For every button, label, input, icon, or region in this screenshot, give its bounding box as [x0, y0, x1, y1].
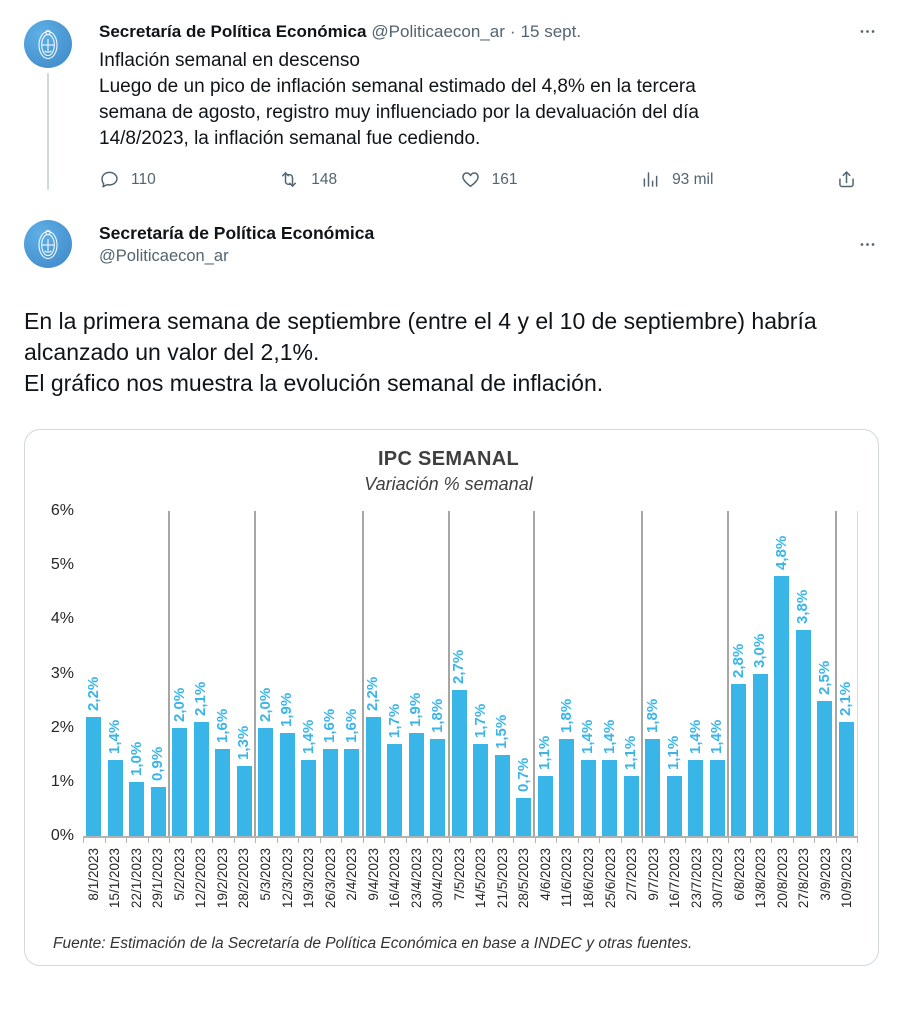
date-slot — [105, 843, 127, 929]
bar-slot — [664, 511, 686, 836]
bar — [108, 760, 123, 836]
tweet-2-line-2: El gráfico nos muestra la evolución semanal de inflación. — [24, 370, 604, 396]
bar-value-label: 1,4% — [299, 719, 317, 755]
bar — [366, 717, 381, 836]
bar-slot — [384, 511, 406, 836]
date-slot — [320, 843, 342, 929]
date-slot — [578, 843, 600, 929]
date-slot — [83, 843, 105, 929]
heart-icon — [460, 169, 481, 190]
x-tick-label: 30/4/2023 — [430, 848, 446, 909]
y-tick-label: 1% — [50, 772, 74, 790]
bar-value-label: 1,5% — [493, 714, 511, 749]
bar-slot — [169, 511, 191, 836]
bar — [194, 722, 209, 836]
retweet-button[interactable] — [278, 169, 337, 190]
date-slot — [535, 843, 557, 929]
bar-slot — [814, 511, 836, 836]
bar — [473, 744, 488, 836]
thread-connector-line — [47, 73, 49, 190]
bar — [839, 722, 854, 836]
chart-title: IPC SEMANAL — [377, 448, 520, 470]
bar-value-label: 1,7% — [385, 703, 403, 738]
x-tick-label: 13/8/2023 — [753, 848, 769, 909]
bar-slot — [298, 511, 320, 836]
bar-slot — [685, 511, 707, 836]
x-tick-label: 12/3/2023 — [279, 848, 295, 909]
plot-area — [83, 511, 858, 836]
bar-slot — [277, 511, 299, 836]
bar — [710, 760, 725, 836]
x-tick-label: 9/4/2023 — [365, 848, 381, 901]
date-slot — [191, 843, 213, 929]
x-tick-label: 12/2/2023 — [193, 848, 209, 909]
bar-slot — [83, 511, 105, 836]
date-slot — [406, 843, 428, 929]
display-name[interactable]: Secretaría de Política Económica — [99, 21, 367, 41]
bar-slot — [578, 511, 600, 836]
tweet-2-identity — [99, 222, 374, 267]
chart-source-note: Fuente: Estimación de la Secretaría de Política Económica en base a INDEC y otras fuentes. — [53, 935, 693, 952]
avatar[interactable] — [24, 20, 72, 68]
bar — [495, 755, 510, 836]
date-slot — [686, 843, 708, 929]
x-tick-label: 26/3/2023 — [322, 848, 338, 909]
tweet-image-chart[interactable] — [24, 429, 879, 966]
x-tick-label: 2/4/2023 — [344, 848, 360, 901]
x-tick-label: 25/6/2023 — [602, 848, 618, 909]
tweet-1-gutter — [24, 20, 72, 190]
date-slot — [794, 843, 816, 929]
display-name[interactable]: Secretaría de Política Económica — [99, 222, 375, 243]
views-button[interactable] — [640, 169, 713, 190]
x-tick-label: 29/1/2023 — [150, 848, 166, 909]
x-tick-label: 22/1/2023 — [128, 848, 144, 909]
x-tick-label: 28/2/2023 — [236, 848, 252, 909]
bar-slot — [212, 511, 234, 836]
dot-separator: · — [509, 21, 516, 41]
bar — [667, 776, 682, 836]
x-tick-label: 21/5/2023 — [494, 848, 510, 909]
x-tick-label: 2/7/2023 — [624, 848, 640, 901]
x-tick-label: 19/2/2023 — [214, 848, 230, 909]
bar-slot — [320, 511, 342, 836]
view-count: 93 mil — [672, 170, 714, 188]
bar-slot — [599, 511, 621, 836]
bar-value-label: 1,4% — [686, 719, 704, 755]
bar-slot — [707, 511, 729, 836]
chart-body — [39, 502, 858, 929]
bar-slot — [535, 511, 557, 836]
bar-value-label: 3,8% — [794, 589, 812, 625]
x-tick-label: 27/8/2023 — [796, 848, 812, 909]
bar — [624, 776, 639, 836]
share-button[interactable] — [836, 169, 857, 190]
month-separator-line — [254, 511, 256, 836]
bar-value-label: 1,7% — [471, 703, 489, 738]
bar — [280, 733, 295, 836]
date-slot — [707, 843, 729, 929]
bar-slot — [556, 511, 578, 836]
bar — [323, 749, 338, 836]
x-tick-label: 3/9/2023 — [817, 848, 833, 901]
like-button[interactable] — [460, 169, 518, 190]
chart-subtitle: Variación % semanal — [364, 474, 533, 494]
bar-value-label: 2,0% — [170, 687, 188, 722]
x-tick-label: 20/8/2023 — [774, 848, 790, 909]
bar-value-label: 1,8% — [428, 698, 446, 733]
bar-slot — [728, 511, 750, 836]
bar — [796, 630, 811, 836]
bar-value-label: 2,2% — [84, 676, 102, 711]
argentina-coat-of-arms-icon — [24, 20, 72, 68]
bar — [237, 766, 252, 836]
more-button[interactable] — [856, 20, 879, 43]
date-slot — [643, 843, 665, 929]
x-tick-label: 4/6/2023 — [537, 848, 553, 901]
tweet-1-text — [99, 48, 761, 152]
date-slot — [729, 843, 751, 929]
bar — [581, 760, 596, 836]
y-tick-label: 4% — [50, 610, 74, 628]
bar-value-label: 2,7% — [450, 649, 468, 684]
date-slot — [428, 843, 450, 929]
date-slot — [126, 843, 148, 929]
bar — [172, 728, 187, 836]
bar-value-label: 1,8% — [557, 698, 575, 733]
bar — [86, 717, 101, 836]
bar-slot — [513, 511, 535, 836]
bar-value-label: 4,8% — [772, 535, 790, 570]
tweet-1-line-2: Luego de un pico de inflación semanal estimado del 4,8% en la tercera semana de agosto, registro muy influenciado por la devaluación del día 14/8/2023, la inflación semanal fue cediendo. — [99, 76, 699, 149]
y-axis — [39, 502, 83, 844]
reply-count: 110 — [131, 170, 156, 188]
bar-slot — [470, 511, 492, 836]
date-slot — [621, 843, 643, 929]
bar — [258, 728, 273, 836]
bar-slot — [255, 511, 277, 836]
bar-value-label: 1,1% — [665, 736, 683, 771]
x-tick-label: 16/4/2023 — [387, 848, 403, 909]
bar-value-label: 1,8% — [643, 698, 661, 733]
bar-value-label: 1,6% — [342, 709, 360, 744]
bar — [409, 733, 424, 836]
date-slot — [234, 843, 256, 929]
reply-button[interactable] — [99, 169, 156, 190]
date-slot — [212, 843, 234, 929]
x-tick-label: 15/1/2023 — [107, 848, 123, 909]
y-tick-label: 3% — [50, 664, 74, 682]
x-tick-label: 23/7/2023 — [688, 848, 704, 909]
month-separator-line — [168, 511, 170, 836]
bar-value-label: 1,4% — [106, 719, 124, 755]
bar — [301, 760, 316, 836]
x-tick-label: 8/1/2023 — [85, 848, 101, 901]
bar — [731, 684, 746, 836]
bar-slot — [621, 511, 643, 836]
date-slot — [492, 843, 514, 929]
date-slot — [298, 843, 320, 929]
tweet-1-actions — [99, 169, 857, 190]
user-handle[interactable]: @Politicaecon_ar — [371, 21, 505, 41]
tweet-1 — [24, 20, 879, 190]
x-tick-label: 28/5/2023 — [516, 848, 532, 909]
y-tick-label: 6% — [50, 502, 74, 519]
bar — [387, 744, 402, 836]
timestamp[interactable]: 15 sept. — [520, 21, 582, 41]
bar-value-label: 2,1% — [192, 682, 210, 717]
date-slot — [277, 843, 299, 929]
bar-slot — [363, 511, 385, 836]
bar-slot — [427, 511, 449, 836]
bar-value-label: 1,4% — [579, 719, 597, 755]
y-tick-label: 0% — [50, 827, 74, 844]
user-handle[interactable]: @Politicaecon_ar — [99, 246, 229, 265]
bar-value-label: 2,0% — [256, 687, 274, 722]
tweet-2-header — [99, 220, 879, 268]
retweet-count: 148 — [311, 170, 338, 188]
tweet-2-text — [24, 306, 826, 399]
bar — [774, 576, 789, 836]
x-tick-label: 6/8/2023 — [731, 848, 747, 901]
bar-slot — [836, 511, 858, 836]
bar-slot — [793, 511, 815, 836]
date-slot — [514, 843, 536, 929]
bar-value-label: 1,1% — [536, 736, 554, 771]
bar-value-label: 1,9% — [407, 692, 425, 728]
x-tick-label: 30/7/2023 — [710, 848, 726, 909]
analytics-bars-icon — [640, 169, 661, 190]
x-axis-ticks — [83, 836, 858, 843]
bar-value-label: 0,9% — [149, 747, 167, 782]
month-separator-line — [448, 511, 450, 836]
avatar[interactable] — [24, 220, 72, 268]
date-slot — [449, 843, 471, 929]
bar — [538, 776, 553, 836]
x-tick-label: 18/6/2023 — [580, 848, 596, 909]
date-slot — [772, 843, 794, 929]
bar-value-label: 1,4% — [708, 719, 726, 755]
x-tick-label: 11/6/2023 — [559, 848, 575, 908]
bar-slot — [234, 511, 256, 836]
x-tick-label: 9/7/2023 — [645, 848, 661, 901]
x-tick-label: 5/2/2023 — [171, 848, 187, 901]
bar-slot — [750, 511, 772, 836]
bar — [688, 760, 703, 836]
bar-slot — [341, 511, 363, 836]
more-dots-icon — [858, 22, 877, 41]
more-button[interactable] — [856, 233, 879, 256]
bar-value-label: 1,6% — [213, 709, 231, 744]
bar — [516, 798, 531, 836]
tweet-2-gutter — [24, 220, 72, 268]
month-separator-line — [641, 511, 643, 836]
bar-value-label: 1,3% — [235, 725, 253, 760]
tweet-1-line-1: Inflación semanal en descenso — [99, 50, 360, 71]
y-tick-label: 2% — [50, 718, 74, 736]
date-slot — [557, 843, 579, 929]
bar-slot — [771, 511, 793, 836]
date-slot — [664, 843, 686, 929]
bar-value-label: 2,1% — [837, 682, 855, 717]
bar-slot — [449, 511, 471, 836]
bar-value-label: 2,8% — [729, 644, 747, 679]
bar-value-label: 1,6% — [321, 709, 339, 744]
date-slot — [384, 843, 406, 929]
month-separator-line — [533, 511, 535, 836]
month-separator-line — [727, 511, 729, 836]
x-tick-label: 23/4/2023 — [408, 848, 424, 909]
bar-slot — [191, 511, 213, 836]
x-tick-label: 19/3/2023 — [301, 848, 317, 909]
x-tick-label: 5/3/2023 — [258, 848, 274, 901]
bar-value-label: 3,0% — [751, 633, 769, 668]
bar — [753, 674, 768, 837]
bar — [215, 749, 230, 836]
bar — [602, 760, 617, 836]
bar — [452, 690, 467, 836]
retweet-icon — [278, 169, 300, 190]
bar — [645, 739, 660, 837]
date-slot — [750, 843, 772, 929]
more-dots-icon — [858, 235, 877, 254]
tweet-1-header — [99, 20, 879, 43]
bar — [817, 701, 832, 836]
y-tick-label: 5% — [50, 556, 74, 574]
like-count: 161 — [491, 170, 518, 188]
date-slot — [148, 843, 170, 929]
date-slot — [341, 843, 363, 929]
bar-slot — [148, 511, 170, 836]
bar-value-label: 1,9% — [278, 692, 296, 728]
bar-value-label: 0,7% — [514, 757, 532, 793]
bar-value-label: 1,4% — [600, 719, 618, 755]
date-slot — [471, 843, 493, 929]
tweet-2 — [24, 220, 879, 268]
bar-value-label: 1,0% — [127, 741, 145, 776]
bar-slot — [126, 511, 148, 836]
bar — [129, 782, 144, 836]
bar-value-label: 2,5% — [815, 660, 833, 695]
x-tick-label: 14/5/2023 — [473, 848, 489, 909]
tweet-2-line-1: En la primera semana de septiembre (entre el 4 y el 10 de septiembre) habría alcanzado un valor del 2,1%. — [24, 308, 817, 365]
share-icon — [836, 169, 857, 190]
bar-slot — [406, 511, 428, 836]
date-slot — [815, 843, 837, 929]
tweet-1-content — [99, 20, 879, 190]
date-slot — [255, 843, 277, 929]
month-separator-line — [362, 511, 364, 836]
bar-value-label: 2,2% — [364, 676, 382, 711]
date-slot — [837, 843, 859, 929]
date-slot — [600, 843, 622, 929]
reply-icon — [99, 169, 120, 190]
bar — [344, 749, 359, 836]
bar-value-label: 1,1% — [622, 736, 640, 771]
bar-slot — [492, 511, 514, 836]
x-tick-label: 10/9/2023 — [839, 848, 855, 909]
date-slot — [169, 843, 191, 929]
date-slot — [363, 843, 385, 929]
x-tick-label: 7/5/2023 — [451, 848, 467, 901]
bar-slot — [105, 511, 127, 836]
x-axis-labels — [83, 843, 858, 929]
argentina-coat-of-arms-icon — [24, 220, 72, 268]
bar — [430, 739, 445, 837]
x-tick-label: 16/7/2023 — [667, 848, 683, 909]
bar — [151, 787, 166, 836]
month-separator-line — [835, 511, 837, 836]
bar-slot — [642, 511, 664, 836]
bar — [559, 739, 574, 837]
